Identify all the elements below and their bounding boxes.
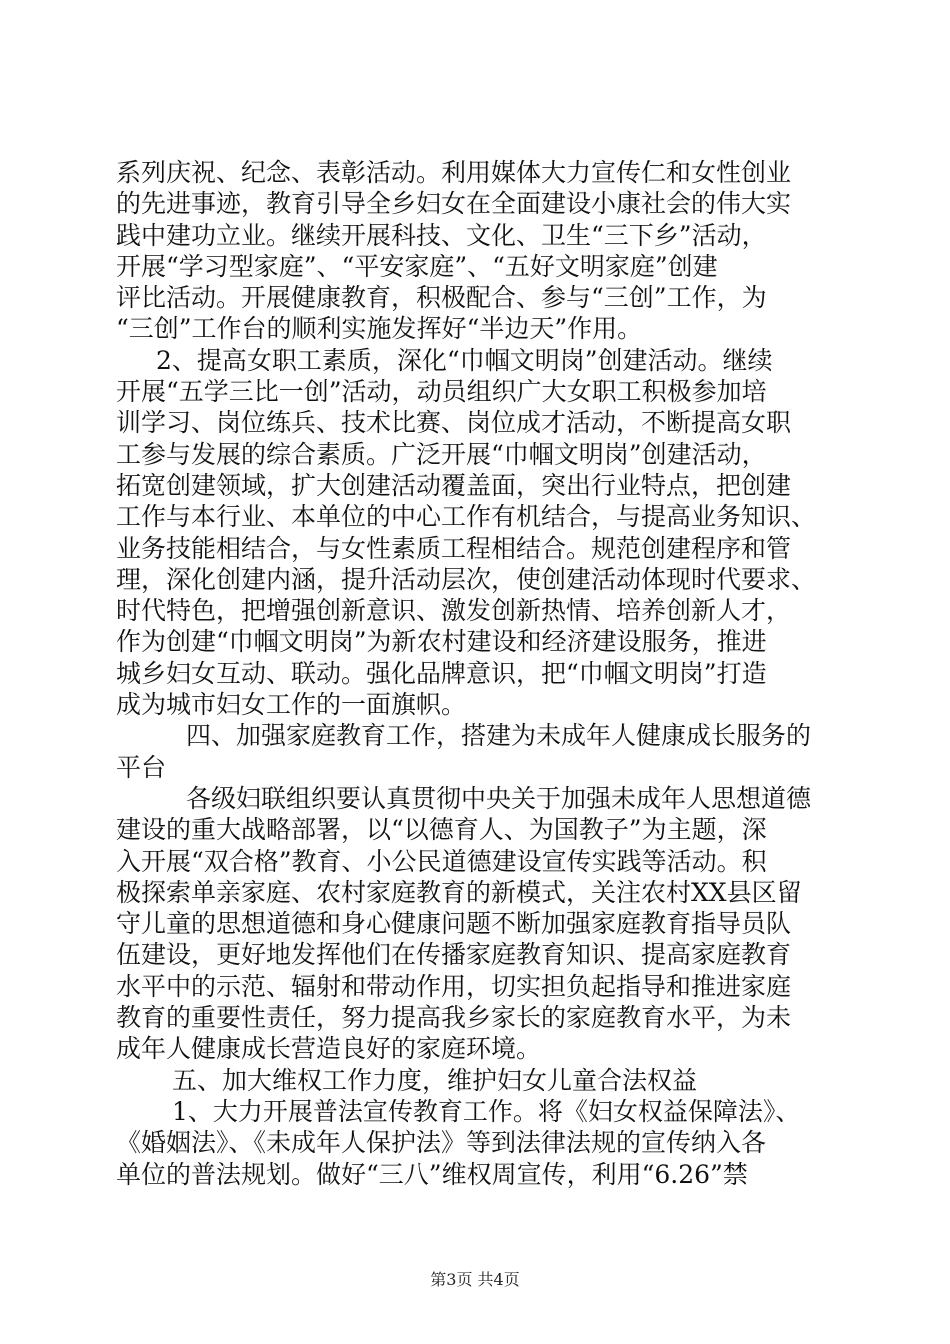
section-heading-line: 四、加强家庭教育工作，搭建为未成年人健康成长服务的	[186, 721, 812, 751]
text-line: 作为创建“巾帼文明岗”为新农村建设和经济建设服务，推进	[116, 627, 767, 657]
text-line: 践中建功立业。继续开展科技、文化、卫生“三下乡”活动，	[116, 220, 767, 250]
text-line: 城乡妇女互动、联动。强化品牌意识，把“巾帼文明岗”打造	[116, 658, 767, 688]
text-line: 单位的普法规划。做好“三八”维权周宣传，利用“6.26”禁	[116, 1159, 748, 1189]
text-line: 水平中的示范、辐射和带动作用，切实担负起指导和推进家庭	[116, 971, 792, 1001]
text-line: 工作与本行业、本单位的中心工作有机结合，与提高业务知识、	[116, 502, 817, 532]
paragraph-start-line: 2、提高女职工素质，深化“巾帼文明岗”创建活动。继续	[156, 345, 773, 375]
text-line: 训学习、岗位练兵、技术比赛、岗位成才活动，不断提高女职	[116, 408, 792, 438]
text-line: 业务技能相结合，与女性素质工程相结合。规范创建程序和管	[116, 533, 792, 563]
text-line: 《婚姻法》、《未成年人保护法》等到法律法规的宣传纳入各	[116, 1128, 767, 1158]
text-line: 伍建设，更好地发挥他们在传播家庭教育知识、提高家庭教育	[116, 940, 792, 970]
section-heading-line: 五、加大维权工作力度，维护妇女儿童合法权益	[172, 1065, 698, 1095]
text-line: 系列庆祝、纪念、表彰活动。利用媒体大力宣传仁和女性创业	[116, 158, 792, 187]
page-number-footer: 第3页 共4页	[430, 1270, 520, 1289]
text-line: 成年人健康成长营造良好的家庭环境。	[116, 1034, 542, 1064]
text-line: 工参与发展的综合素质。广泛开展“巾帼文明岗”创建活动，	[116, 439, 767, 469]
text-line: 开展“学习型家庭”、“平安家庭”、“五好文明家庭”创建	[116, 251, 718, 281]
text-line: 成为城市妇女工作的一面旗帜。	[116, 690, 467, 720]
text-line: 入开展“双合格”教育、小公民道德建设宣传实践等活动。积	[116, 846, 767, 876]
text-line: “三创”工作台的顺利实施发挥好“半边天”作用。	[116, 314, 643, 344]
text-line: 时代特色，把增强创新意识、激发创新热情、培养创新人才，	[116, 596, 792, 626]
document-body	[116, 157, 836, 1190]
text-line: 评比活动。开展健康教育，积极配合、参与“三创”工作，为	[116, 283, 767, 313]
text-line: 建设的重大战略部署，以“以德育人、为国教子”为主题，深	[116, 815, 767, 845]
paragraph-start-line: 各级妇联组织要认真贯彻中央关于加强未成年人思想道德	[186, 783, 812, 813]
text-line: 教育的重要性责任，努力提高我乡家长的家庭教育水平，为未	[116, 1003, 792, 1033]
text-line: 极探索单亲家庭、农村家庭教育的新模式，关注农村XX县区留	[116, 877, 802, 907]
text-line: 守儿童的思想道德和身心健康问题不断加强家庭教育指导员队	[116, 909, 792, 939]
text-line: 的先进事迹，教育引导全乡妇女在全面建设小康社会的伟大实	[116, 189, 792, 219]
paragraph-start-line: 1、大力开展普法宣传教育工作。将《妇女权益保障法》、	[172, 1096, 801, 1126]
text-line: 理，深化创建内涵，提升活动层次，使创建活动体现时代要求、	[116, 564, 817, 594]
section-heading-line: 平台	[116, 752, 167, 782]
text-line: 拓宽创建领域，扩大创建活动覆盖面，突出行业特点，把创建	[116, 470, 792, 500]
text-line: 开展“五学三比一创”活动，动员组织广大女职工积极参加培	[116, 377, 767, 407]
